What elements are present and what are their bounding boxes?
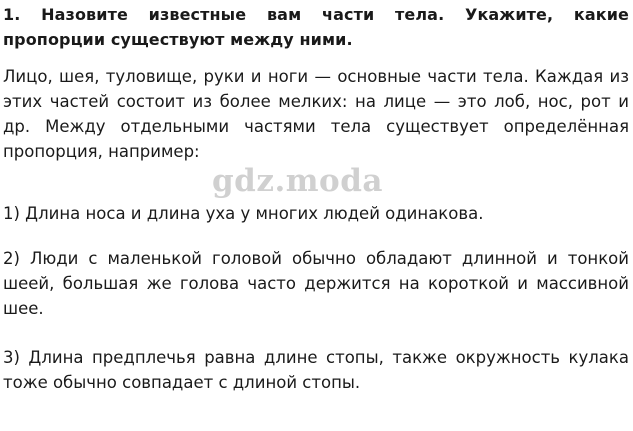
answer-item-3: 3) Длина предплечья равна длине стопы, также окружность кулака тоже обычно совпадает с длиной стопы. [3, 348, 629, 392]
question-heading: 1. Назовите известные вам части тела. Укажите, какие пропорции существуют между ними. [3, 5, 629, 49]
watermark-logo: gdz.moda [212, 163, 383, 199]
answer-item-2: 2) Люди с маленькой головой обычно обладают длинной и тонкой шеей, большая же голова часто держится на короткой и массивной шее. [3, 249, 629, 318]
answer-item-1: 1) Длина носа и длина уха у многих людей одинакова. [3, 204, 484, 223]
answer-intro: Лицо, шея, туловище, руки и ноги — основные части тела. Каждая из этих частей состоит из более мелких: на лице — это лоб, нос, рот и др. Между отдельными частями тела существует определённая пропорция, например: [3, 67, 629, 161]
